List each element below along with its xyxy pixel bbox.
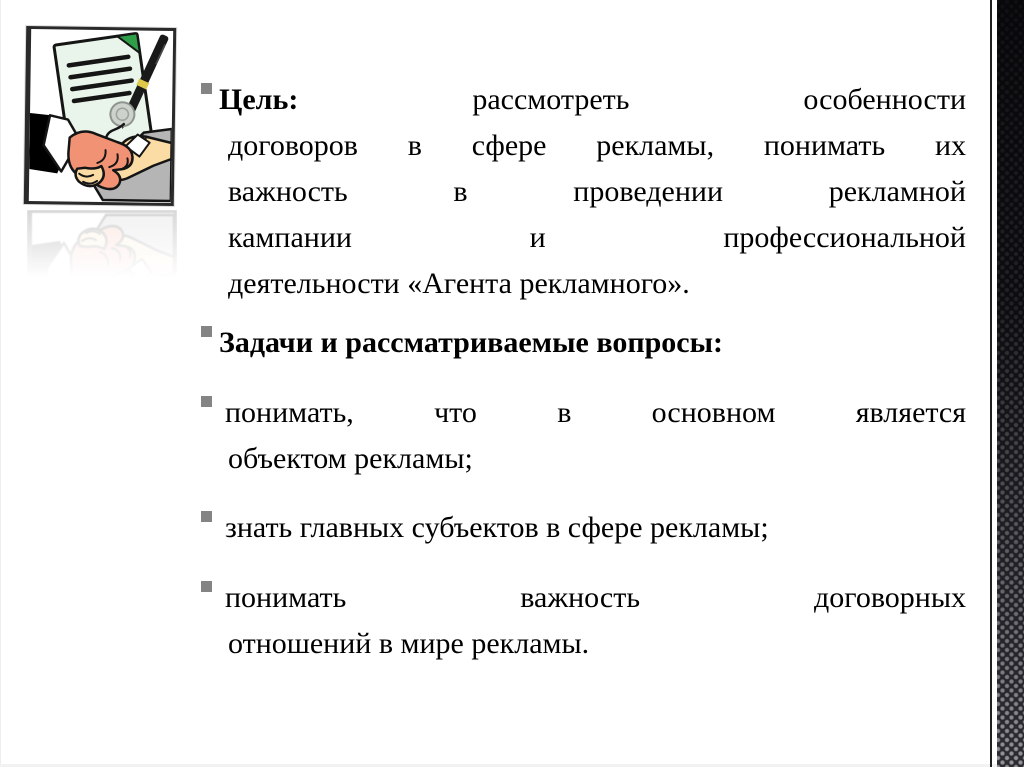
picture-frame [24, 26, 176, 206]
text-line [201, 320, 966, 366]
text-span: понимать, что в основном является [225, 396, 966, 429]
text-line: кампании и профессиональной [228, 221, 966, 254]
bullet-item-tasks-heading [201, 320, 966, 366]
picture-reflection [27, 210, 177, 290]
bullet-square-icon [201, 396, 212, 407]
text-line [201, 77, 966, 123]
carbon-texture-strip [997, 0, 1024, 767]
text-span: понимать важность договорных [225, 581, 966, 614]
bullet-square-icon [201, 511, 212, 522]
bullet-item-task-2 [201, 505, 966, 551]
text-line: договоров в сфере рекламы, понимать их [228, 129, 966, 162]
bullet-square-icon [201, 326, 212, 337]
slide-edge-left [0, 0, 1, 767]
text-line: важность в проведении рекламной [228, 175, 966, 208]
text-span: знать главных субъектов в сфере рекламы; [225, 511, 769, 544]
vertical-divider-line [990, 0, 992, 767]
bullet-item-task-3 [201, 575, 966, 667]
handshake-contract-image [25, 27, 175, 289]
text-line: отношений в мире рекламы. [228, 627, 590, 660]
handshake-contract-art-reflected [32, 213, 174, 290]
bullet-square-icon [201, 83, 212, 94]
handshake-contract-art [29, 29, 173, 203]
bullet-item-goal [201, 77, 966, 307]
text-line [201, 575, 966, 621]
text-line: объектом рекламы; [228, 442, 473, 475]
goal-label: Цель: [219, 83, 299, 116]
text-line [201, 390, 966, 436]
text-span: Задачи и рассматриваемые вопросы: [219, 326, 724, 359]
text-line [201, 505, 966, 551]
bullet-item-task-1 [201, 390, 966, 482]
picture-frame-reflected [27, 210, 177, 290]
bullet-square-icon [201, 581, 212, 592]
text-span: рассмотреть особенности [472, 83, 967, 116]
slide-body-text [201, 77, 966, 667]
text-line: деятельности «Агента рекламного». [228, 267, 690, 300]
